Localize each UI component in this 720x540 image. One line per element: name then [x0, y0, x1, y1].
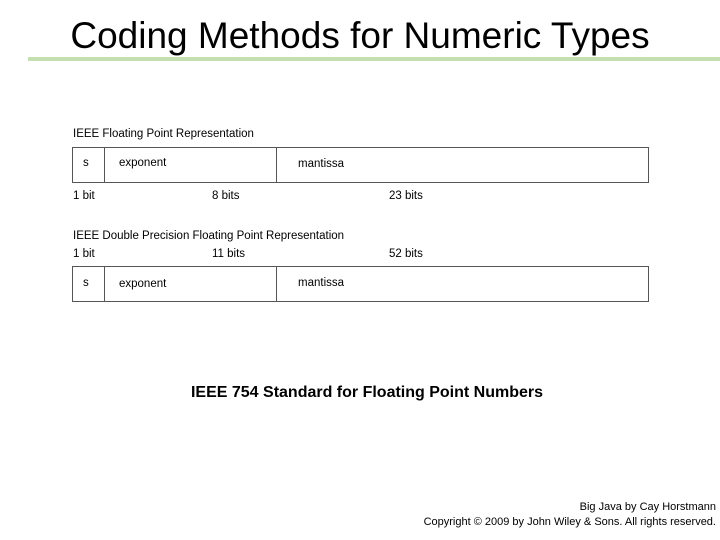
single-sign-label: s — [83, 157, 89, 169]
footer-copyright: Copyright © 2009 by John Wiley & Sons. All rights reserved. — [423, 516, 716, 528]
slide-title: Coding Methods for Numeric Types — [70, 15, 650, 56]
single-sign-field — [73, 148, 104, 182]
single-precision-layout — [72, 147, 649, 183]
single-sign-size: 1 bit — [73, 190, 95, 202]
double-mantissa-size: 52 bits — [389, 248, 423, 260]
single-exponent-label: exponent — [119, 157, 167, 169]
single-mantissa-field — [276, 148, 648, 182]
double-exponent-size: 11 bits — [212, 248, 246, 260]
single-exponent-field — [104, 148, 276, 182]
double-exponent-field — [104, 267, 276, 301]
copyright-footer — [424, 500, 716, 530]
double-precision-heading: IEEE Double Precision Floating Point Representation — [73, 230, 345, 242]
single-precision-heading: IEEE Floating Point Representation — [73, 128, 254, 140]
double-sign-label: s — [83, 277, 89, 289]
double-mantissa-field — [276, 267, 648, 301]
double-precision-layout — [72, 266, 649, 302]
double-sign-field — [73, 267, 104, 301]
double-sign-size: 1 bit — [73, 248, 95, 260]
title-underline — [28, 57, 720, 61]
double-mantissa-label: mantissa — [298, 277, 345, 289]
single-mantissa-size: 23 bits — [389, 190, 423, 202]
diagram-caption: IEEE 754 Standard for Floating Point Numbers — [190, 384, 544, 401]
footer-book-credit: Big Java by Cay Horstmann — [579, 501, 716, 513]
double-exponent-label: exponent — [119, 278, 167, 290]
single-mantissa-label: mantissa — [298, 158, 345, 170]
single-exponent-size: 8 bits — [212, 190, 240, 202]
